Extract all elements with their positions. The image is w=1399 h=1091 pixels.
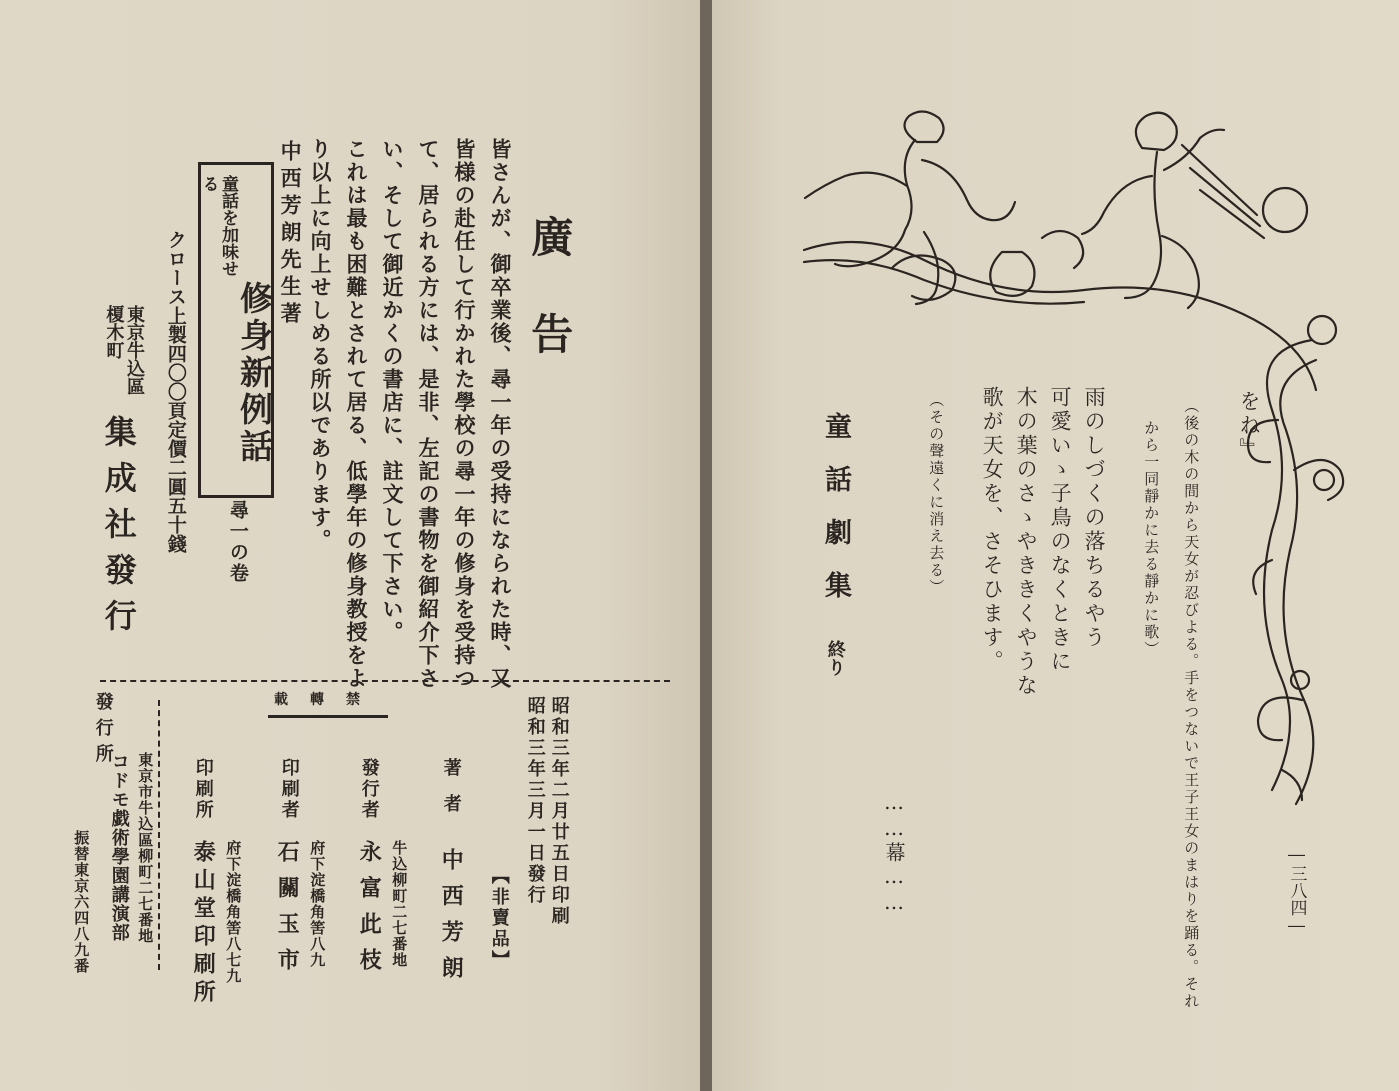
publisher-address: 牛込柳町二七番地 [390, 840, 409, 968]
printed-date: 昭和三年二月廿五日印刷 [548, 696, 570, 927]
issuer-account: 振替東京六四八九番 [72, 830, 91, 974]
ad-body-line: り以上に向上せしめる所以であります。 [308, 138, 333, 552]
not-for-sale: 【非賣品】 [488, 866, 510, 971]
reprint-prohibited-label [268, 689, 388, 718]
printer-label: 印刷者 [278, 758, 300, 821]
poem-line: 木の葉のさゝやききくやうな [1014, 386, 1039, 698]
author-name: 中西芳朗 [438, 848, 465, 992]
reprint-prohibited-text: 禁轉載 [274, 692, 382, 708]
author-label: 著者 [440, 758, 462, 830]
line-end: をね』 [1237, 390, 1262, 462]
issuer-name: コドモ戯術學園講演部 [108, 752, 130, 942]
printshop-name: 泰山堂印刷所 [190, 840, 217, 1008]
dashed-divider [100, 680, 670, 682]
ad-title: 廣告 [525, 215, 575, 409]
published-date: 昭和三年三月一日發行 [524, 696, 546, 906]
printshop-label: 印刷所 [192, 758, 214, 821]
stage-direction-2: から一同靜かに去る靜かに歌） [1142, 420, 1161, 658]
poem-line: 可愛いゝ子鳥のなくときに [1048, 386, 1073, 674]
book-gutter [700, 0, 712, 1091]
right-page [712, 0, 1399, 1091]
ad-body-line: 皆様の赴任して行かれた學校の尋一年の修身を受持つ [452, 138, 477, 690]
publisher-name: 永富此枝 [356, 840, 383, 984]
closing-title: 童話劇集 [820, 412, 852, 624]
publisher-name: 集成社發行 [99, 415, 138, 645]
ad-body-line: これは最も困難とされて居る、低學年の修身教授をよ [344, 138, 369, 690]
ad-body-line: 皆さんが、御卒業後、尋一年の受持になられた時、又 [488, 138, 513, 690]
book-volume: 尋一の卷 [226, 500, 249, 584]
issuer-address: 東京市牛込區柳町二七番地 [136, 752, 155, 944]
ad-body-line: い、そして御近かくの書店に、註文して下さい。 [380, 138, 405, 644]
printshop-address: 府下淀橋角筈八七九 [224, 840, 243, 984]
printer-name: 石關玉市 [274, 840, 301, 984]
poem-line: 雨のしづくの落ちるやう [1082, 386, 1107, 650]
book-subtitle: 童話を加味せる [198, 175, 238, 277]
poem-line: 歌が天女を、さそひます。 [980, 386, 1005, 674]
book-price: クロース上製四〇〇頁定價二圓五十錢 [164, 230, 187, 553]
page-number: ―三八四― [1286, 845, 1307, 936]
printer-address: 府下淀橋角筈八九 [308, 840, 327, 968]
author-line: 中西芳朗先生著 [278, 140, 304, 329]
publisher-address: 東京牛込區榎木町 [103, 305, 145, 395]
ad-body-line: て、居られる方には、是非、左記の書物を御紹介下さ [416, 138, 441, 690]
stage-direction-3: （その聲遠くに消え去る） [927, 392, 946, 596]
issuer-label: 發行所 [92, 692, 114, 770]
curtain-mark: ……幕…… [882, 790, 906, 916]
book-title-box [198, 162, 274, 498]
colophon-vertical-divider [158, 700, 160, 970]
book-title: 修身新例話 [234, 281, 274, 466]
stage-direction-1: （後の木の間から天女が忍びよる。手をつないで王子王女のまはりを踊る。それ [1182, 398, 1201, 1010]
owari-label: 終り [824, 640, 846, 676]
publisher-label: 發行者 [358, 758, 380, 821]
